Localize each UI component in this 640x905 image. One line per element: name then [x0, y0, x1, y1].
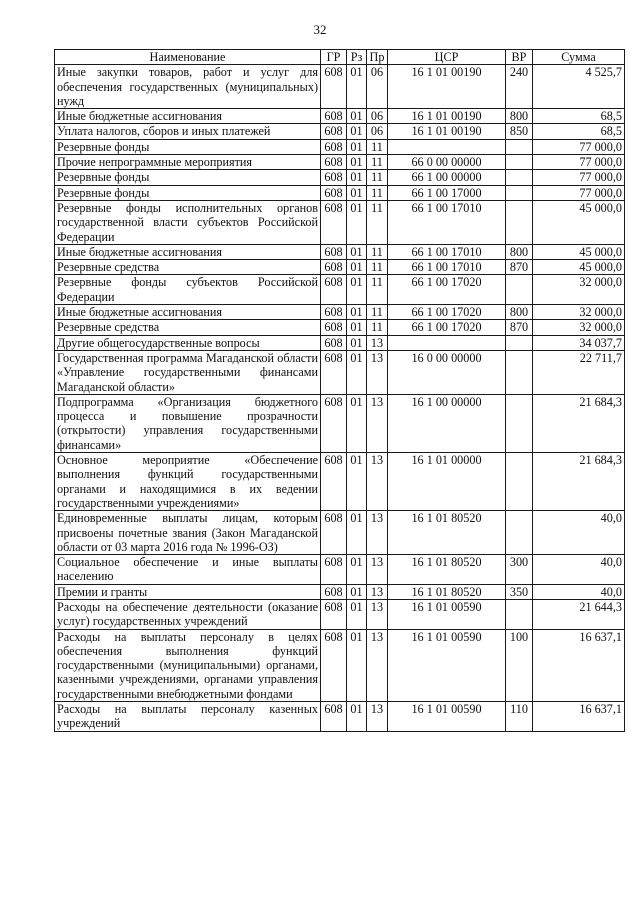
row-csr: 16 1 01 00590 — [388, 702, 506, 732]
row-name: Резервные фонды субъектов Российской Федерации — [55, 275, 321, 305]
table-row — [55, 200, 625, 244]
row-rz: 01 — [347, 260, 367, 275]
row-pr: 11 — [367, 155, 388, 170]
row-sum: 77 000,0 — [533, 170, 625, 185]
row-gr: 608 — [321, 350, 347, 394]
row-vr — [506, 200, 533, 244]
row-name: Резервные фонды — [55, 139, 321, 154]
row-rz: 01 — [347, 155, 367, 170]
row-name: Резервные средства — [55, 260, 321, 275]
row-name: Государственная программа Магаданской области «Управление государственными финансами Магаданской области» — [55, 350, 321, 394]
row-pr: 11 — [367, 139, 388, 154]
row-pr: 11 — [367, 244, 388, 259]
row-csr: 16 1 01 80520 — [388, 555, 506, 585]
row-name: Расходы на выплаты персоналу в целях обеспечения выполнения функций государственными (муниципальными) органами, казенными учреждениями, органами управления государственными внебюджетными фондами — [55, 629, 321, 701]
table-row — [55, 260, 625, 275]
row-pr: 13 — [367, 453, 388, 511]
row-gr: 608 — [321, 275, 347, 305]
row-pr: 11 — [367, 185, 388, 200]
row-csr: 16 1 01 00590 — [388, 599, 506, 629]
row-csr: 16 1 01 00190 — [388, 109, 506, 124]
row-sum: 16 637,1 — [533, 702, 625, 732]
row-pr: 13 — [367, 629, 388, 701]
row-csr — [388, 335, 506, 350]
row-rz: 01 — [347, 629, 367, 701]
table-row — [55, 109, 625, 124]
row-rz: 01 — [347, 139, 367, 154]
row-pr: 11 — [367, 260, 388, 275]
budget-table — [54, 49, 625, 732]
row-sum: 32 000,0 — [533, 275, 625, 305]
row-gr: 608 — [321, 305, 347, 320]
table-row — [55, 65, 625, 109]
row-name: Социальное обеспечение и иные выплаты населению — [55, 555, 321, 585]
row-vr — [506, 335, 533, 350]
row-rz: 01 — [347, 584, 367, 599]
row-gr: 608 — [321, 335, 347, 350]
row-pr: 13 — [367, 555, 388, 585]
row-sum: 77 000,0 — [533, 185, 625, 200]
row-vr: 870 — [506, 260, 533, 275]
table-row — [55, 155, 625, 170]
table-row — [55, 511, 625, 555]
row-vr: 100 — [506, 629, 533, 701]
row-name: Основное мероприятие «Обеспечение выполнения функций государственными органами и находящимися в их ведении государственными учреждениями» — [55, 453, 321, 511]
row-gr: 608 — [321, 394, 347, 452]
table-header-row — [55, 50, 625, 65]
table-row — [55, 320, 625, 335]
row-sum: 40,0 — [533, 511, 625, 555]
row-gr: 608 — [321, 244, 347, 259]
row-rz: 01 — [347, 394, 367, 452]
table-row — [55, 124, 625, 139]
row-vr: 850 — [506, 124, 533, 139]
row-pr: 11 — [367, 275, 388, 305]
row-vr: 870 — [506, 320, 533, 335]
row-vr — [506, 185, 533, 200]
row-vr — [506, 453, 533, 511]
row-name: Подпрограмма «Организация бюджетного процесса и повышение прозрачности (открытости) управления государственными финансами» — [55, 394, 321, 452]
row-rz: 01 — [347, 244, 367, 259]
table-row — [55, 555, 625, 585]
row-rz: 01 — [347, 599, 367, 629]
row-gr: 608 — [321, 320, 347, 335]
table-row — [55, 139, 625, 154]
row-vr — [506, 350, 533, 394]
row-name: Другие общегосударственные вопросы — [55, 335, 321, 350]
row-pr: 13 — [367, 599, 388, 629]
row-pr: 13 — [367, 702, 388, 732]
row-name: Резервные фонды — [55, 185, 321, 200]
row-csr — [388, 139, 506, 154]
row-name: Иные бюджетные ассигнования — [55, 244, 321, 259]
row-name: Иные бюджетные ассигнования — [55, 305, 321, 320]
row-gr: 608 — [321, 200, 347, 244]
row-name: Иные бюджетные ассигнования — [55, 109, 321, 124]
row-name: Резервные фонды — [55, 170, 321, 185]
row-csr: 66 1 00 17020 — [388, 275, 506, 305]
page-number: 32 — [313, 22, 327, 37]
row-gr: 608 — [321, 139, 347, 154]
header-csr: ЦСР — [388, 50, 506, 65]
row-gr: 608 — [321, 155, 347, 170]
row-csr: 16 1 00 00000 — [388, 394, 506, 452]
table-row — [55, 170, 625, 185]
row-sum: 77 000,0 — [533, 155, 625, 170]
row-pr: 11 — [367, 200, 388, 244]
row-name: Премии и гранты — [55, 584, 321, 599]
row-vr: 110 — [506, 702, 533, 732]
row-rz: 01 — [347, 555, 367, 585]
table-row — [55, 305, 625, 320]
row-name: Уплата налогов, сборов и иных платежей — [55, 124, 321, 139]
row-name: Резервные фонды исполнительных органов государственной власти субъектов Российской Федерации — [55, 200, 321, 244]
row-sum: 45 000,0 — [533, 200, 625, 244]
row-gr: 608 — [321, 124, 347, 139]
row-csr: 16 1 01 00000 — [388, 453, 506, 511]
row-csr: 66 1 00 17000 — [388, 185, 506, 200]
row-csr: 16 1 01 00190 — [388, 124, 506, 139]
row-csr: 66 1 00 17020 — [388, 305, 506, 320]
row-rz: 01 — [347, 511, 367, 555]
row-gr: 608 — [321, 629, 347, 701]
header-sum: Сумма — [533, 50, 625, 65]
row-sum: 68,5 — [533, 124, 625, 139]
header-pr: Пр — [367, 50, 388, 65]
header-vr: ВР — [506, 50, 533, 65]
row-rz: 01 — [347, 65, 367, 109]
row-csr: 66 1 00 00000 — [388, 170, 506, 185]
table-row — [55, 244, 625, 259]
row-rz: 01 — [347, 350, 367, 394]
row-vr: 240 — [506, 65, 533, 109]
row-rz: 01 — [347, 109, 367, 124]
table-row — [55, 629, 625, 701]
row-name: Единовременные выплаты лицам, которым присвоены почетные звания (Закон Магаданской области от 03 марта 2016 года № 1996-ОЗ) — [55, 511, 321, 555]
row-sum: 4 525,7 — [533, 65, 625, 109]
row-vr — [506, 170, 533, 185]
row-name: Расходы на обеспечение деятельности (оказание услуг) государственных учреждений — [55, 599, 321, 629]
row-csr: 66 0 00 00000 — [388, 155, 506, 170]
table-body — [55, 65, 625, 731]
row-vr: 800 — [506, 244, 533, 259]
row-gr: 608 — [321, 584, 347, 599]
row-vr: 300 — [506, 555, 533, 585]
row-gr: 608 — [321, 260, 347, 275]
row-name: Иные закупки товаров, работ и услуг для обеспечения государственных (муниципальных) нужд — [55, 65, 321, 109]
row-csr: 16 1 01 80520 — [388, 511, 506, 555]
row-sum: 40,0 — [533, 555, 625, 585]
row-pr: 13 — [367, 335, 388, 350]
table-row — [55, 350, 625, 394]
row-csr: 66 1 00 17020 — [388, 320, 506, 335]
row-sum: 21 684,3 — [533, 394, 625, 452]
row-csr: 16 1 01 00190 — [388, 65, 506, 109]
row-rz: 01 — [347, 185, 367, 200]
row-pr: 11 — [367, 305, 388, 320]
row-csr: 66 1 00 17010 — [388, 260, 506, 275]
row-rz: 01 — [347, 335, 367, 350]
row-pr: 11 — [367, 320, 388, 335]
row-sum: 40,0 — [533, 584, 625, 599]
row-vr — [506, 599, 533, 629]
row-csr: 66 1 00 17010 — [388, 244, 506, 259]
table-row — [55, 185, 625, 200]
row-gr: 608 — [321, 185, 347, 200]
table-row — [55, 335, 625, 350]
row-pr: 06 — [367, 109, 388, 124]
table-row — [55, 453, 625, 511]
row-gr: 608 — [321, 555, 347, 585]
row-sum: 32 000,0 — [533, 305, 625, 320]
row-rz: 01 — [347, 453, 367, 511]
row-pr: 13 — [367, 584, 388, 599]
header-gr: ГР — [321, 50, 347, 65]
row-name: Прочие непрограммные мероприятия — [55, 155, 321, 170]
row-sum: 68,5 — [533, 109, 625, 124]
row-rz: 01 — [347, 320, 367, 335]
row-pr: 06 — [367, 124, 388, 139]
row-sum: 21 644,3 — [533, 599, 625, 629]
row-pr: 11 — [367, 170, 388, 185]
row-sum: 16 637,1 — [533, 629, 625, 701]
row-gr: 608 — [321, 599, 347, 629]
row-rz: 01 — [347, 275, 367, 305]
row-csr: 16 1 01 80520 — [388, 584, 506, 599]
row-vr — [506, 155, 533, 170]
header-rz: Рз — [347, 50, 367, 65]
row-rz: 01 — [347, 702, 367, 732]
row-vr — [506, 511, 533, 555]
row-sum: 34 037,7 — [533, 335, 625, 350]
row-csr: 66 1 00 17010 — [388, 200, 506, 244]
table-row — [55, 702, 625, 732]
row-sum: 77 000,0 — [533, 139, 625, 154]
table-row — [55, 584, 625, 599]
row-sum: 45 000,0 — [533, 244, 625, 259]
row-vr — [506, 275, 533, 305]
row-vr: 800 — [506, 305, 533, 320]
row-rz: 01 — [347, 200, 367, 244]
row-rz: 01 — [347, 305, 367, 320]
row-sum: 45 000,0 — [533, 260, 625, 275]
table-row — [55, 394, 625, 452]
row-rz: 01 — [347, 124, 367, 139]
row-gr: 608 — [321, 65, 347, 109]
row-pr: 13 — [367, 511, 388, 555]
row-vr: 800 — [506, 109, 533, 124]
row-sum: 22 711,7 — [533, 350, 625, 394]
row-name: Резервные средства — [55, 320, 321, 335]
row-vr: 350 — [506, 584, 533, 599]
row-gr: 608 — [321, 170, 347, 185]
row-vr — [506, 139, 533, 154]
row-gr: 608 — [321, 702, 347, 732]
table-row — [55, 599, 625, 629]
row-csr: 16 0 00 00000 — [388, 350, 506, 394]
row-sum: 32 000,0 — [533, 320, 625, 335]
table-row — [55, 275, 625, 305]
row-name: Расходы на выплаты персоналу казенных учреждений — [55, 702, 321, 732]
row-sum: 21 684,3 — [533, 453, 625, 511]
row-gr: 608 — [321, 511, 347, 555]
row-pr: 13 — [367, 394, 388, 452]
header-name: Наименование — [55, 50, 321, 65]
row-csr: 16 1 01 00590 — [388, 629, 506, 701]
row-pr: 13 — [367, 350, 388, 394]
row-pr: 06 — [367, 65, 388, 109]
row-gr: 608 — [321, 109, 347, 124]
row-rz: 01 — [347, 170, 367, 185]
row-vr — [506, 394, 533, 452]
row-gr: 608 — [321, 453, 347, 511]
